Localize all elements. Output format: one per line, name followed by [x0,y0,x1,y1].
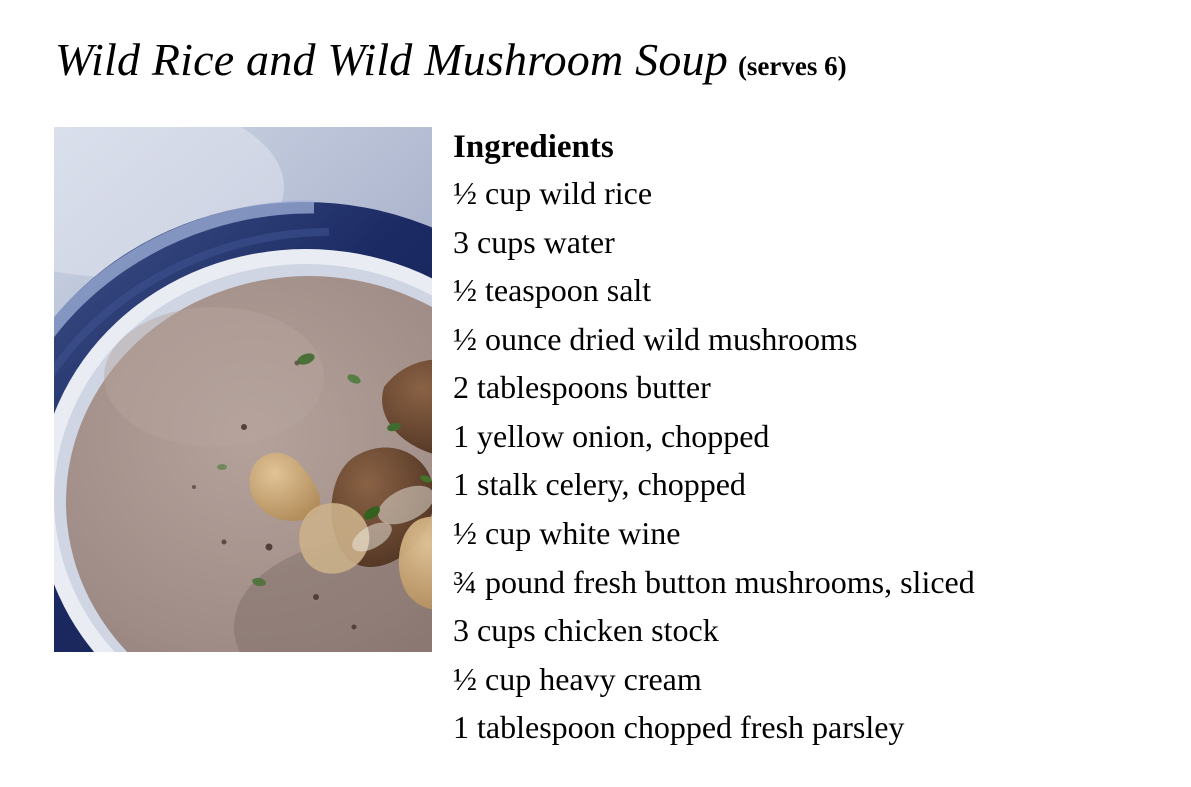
list-item: ½ cup white wine [453,515,681,552]
list-item: ½ cup heavy cream [453,660,702,697]
list-item: ½ teaspoon salt [453,272,652,309]
list-item: ¾ pound fresh button mushrooms, sliced [453,563,975,600]
list-item: 3 cups chicken stock [453,612,719,649]
list-item: 1 yellow onion, chopped [453,417,770,454]
ingredients-heading: Ingredients [453,129,614,165]
soup-bowl-illustration [54,127,432,652]
list-item: 1 stalk celery, chopped [453,466,746,503]
serves-label: (serves 6) [737,51,847,81]
page-title [55,36,847,84]
ingredients-section [453,127,1153,752]
list-item: 3 cups water [453,223,615,260]
ingredients-list [453,169,1153,752]
soup-bowl-photo [54,127,432,652]
list-item: 2 tablespoons butter [453,369,711,406]
recipe-title-text: Wild Rice and Wild Mushroom Soup [55,34,728,85]
list-item: ½ ounce dried wild mushrooms [453,320,858,357]
list-item: 1 tablespoon chopped fresh parsley [453,709,905,746]
list-item: ½ cup wild rice [453,174,653,211]
